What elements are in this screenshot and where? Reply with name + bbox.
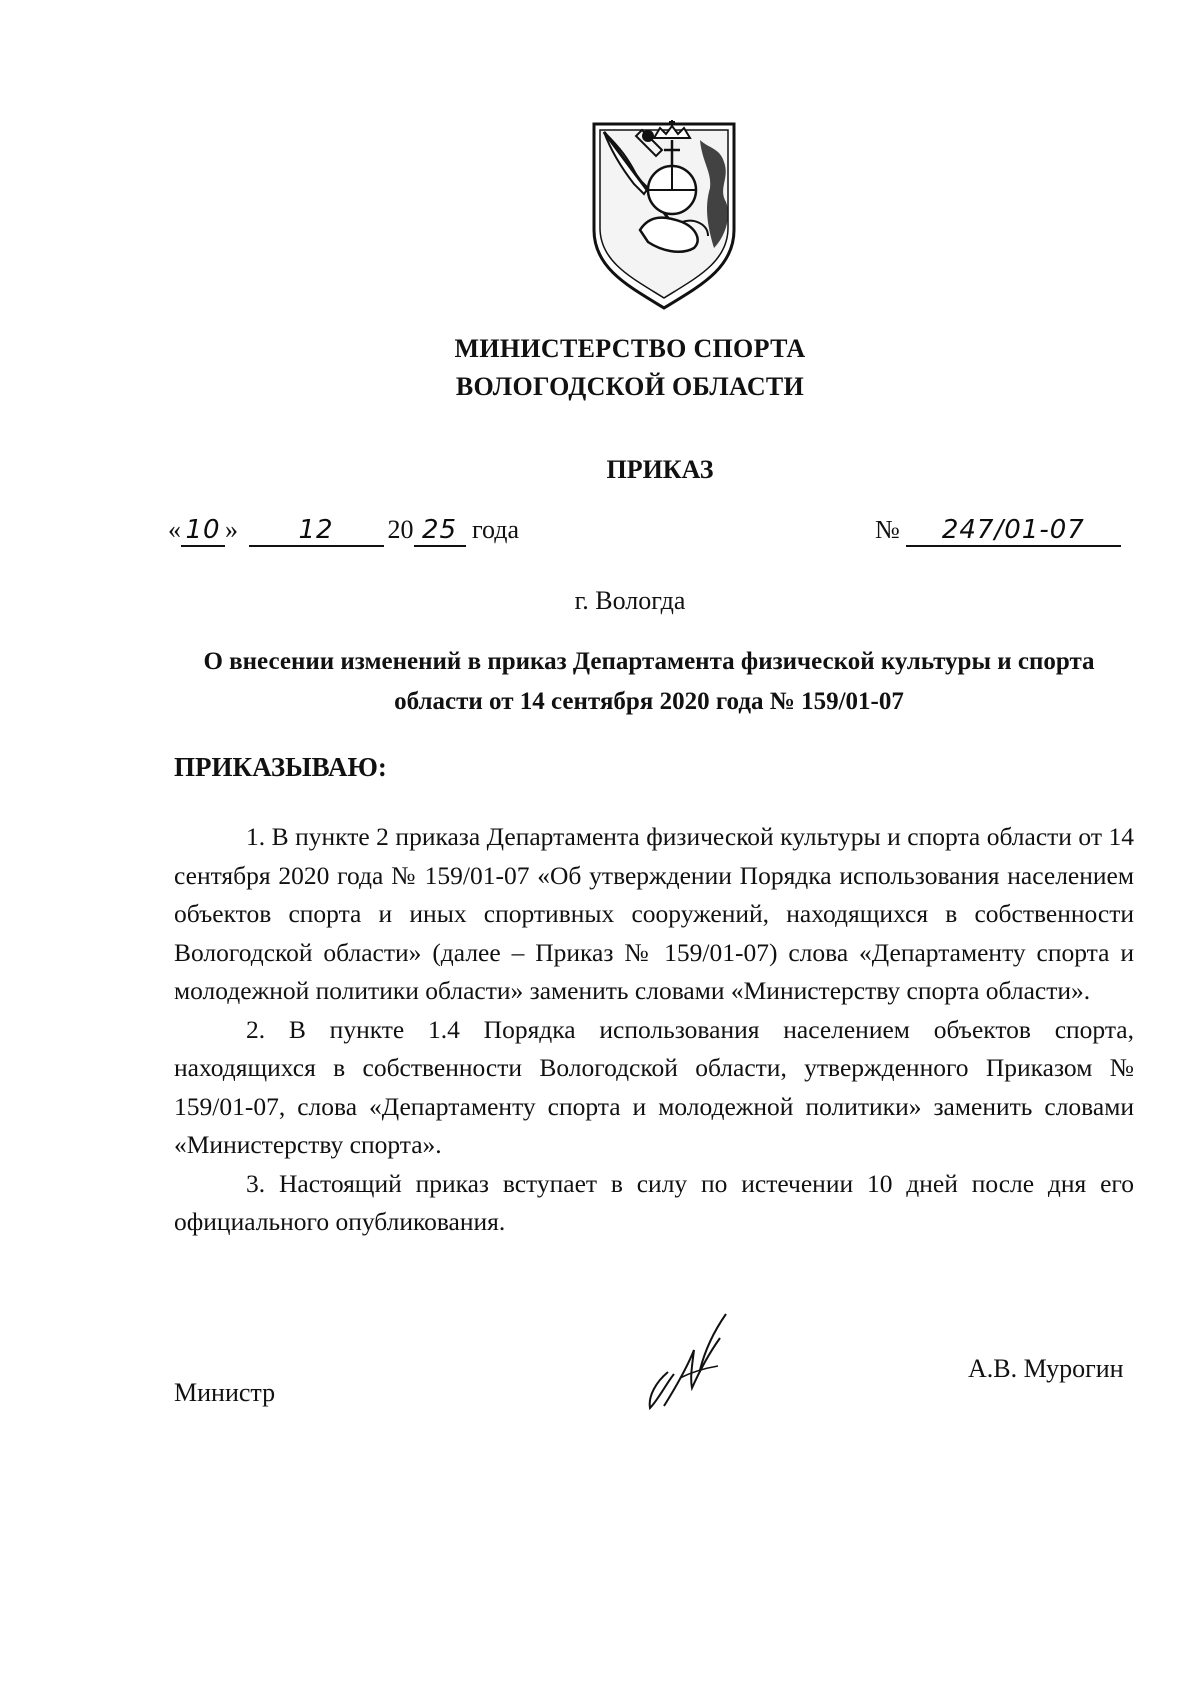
number-value: 247/01-07 <box>941 515 1085 545</box>
document-type: ПРИКАЗ <box>606 455 714 484</box>
order-word: ПРИКАЗЫВАЮ: <box>174 752 387 782</box>
date-century: 20 <box>387 515 414 544</box>
handwritten-signature-icon <box>640 1310 750 1415</box>
date-day-value: 10 <box>185 515 221 545</box>
ministry-name-line2: ВОЛОГОДСКОЙ ОБЛАСТИ <box>455 372 805 401</box>
date-word: года <box>472 515 520 544</box>
order-number <box>875 515 1121 547</box>
ministry-name-line1: МИНИСТЕРСТВО СПОРТА <box>454 334 806 363</box>
date-close-quote: » <box>225 515 238 544</box>
order-date <box>168 515 519 547</box>
document-title: О внесении изменений в приказ Департамента физической культуры и спорта области от 14 сентября 2020 года № 159/01-07 <box>203 648 1095 715</box>
city <box>0 586 1200 616</box>
date-month-value: 12 <box>298 515 334 545</box>
date-open-quote: « <box>168 515 181 544</box>
date-month <box>249 515 384 547</box>
paragraph-1: 1. В пункте 2 приказа Департамента физической культуры и спорта области от 14 сентября 2020 года № 159/01-07 «Об утверждении Порядка использования населением объектов спорта и иных спортивных сооружений, находящихся в собственности Вологодской области» (далее – Приказ № 159/01-07) слова «Департаменту спорта и молодежной политики области» заменить словами «Министерству спорта области». <box>174 822 1134 1005</box>
date-day <box>181 515 225 547</box>
date-year <box>414 515 466 547</box>
paragraph-2: 2. В пункте 1.4 Порядка использования населением объектов спорта, находящихся в собственности Вологодской области, утвержденного Приказом № 159/01-07, слова «Департаменту спорта и молодежной политики» заменить словами «Министерству спорта». <box>174 1014 1134 1159</box>
paragraph-3: 3. Настоящий приказ вступает в силу по истечении 10 дней после дня его официального опубликования. <box>174 1168 1134 1236</box>
document-body <box>174 818 1134 1242</box>
coat-of-arms-icon <box>590 118 738 310</box>
number-sign: № <box>875 515 900 544</box>
date-year-value: 25 <box>421 515 458 545</box>
number-field <box>906 515 1121 547</box>
signatory-name: А.В. Мурогин <box>968 1354 1124 1383</box>
city-name: г. Вологда <box>574 586 686 615</box>
ministry-name <box>0 330 1200 406</box>
signatory-position: Министр <box>174 1378 276 1407</box>
